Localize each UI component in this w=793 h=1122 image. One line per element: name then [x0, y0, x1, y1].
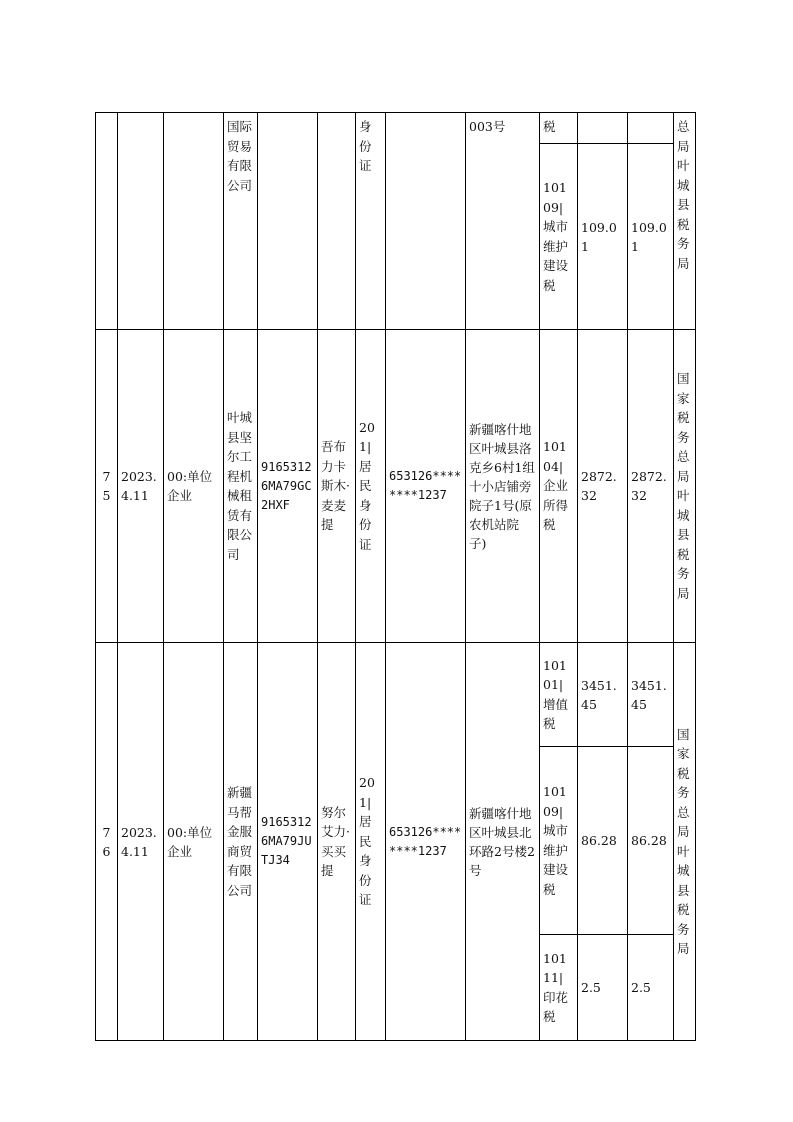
tax-item-cell: 10104|企业所得税: [540, 330, 578, 643]
id-number-cell: [386, 113, 466, 330]
company-cell: 新疆马帮金服商贸有限公司: [224, 643, 258, 1041]
company-cell: 叶城县坚尔工程机械租赁有限公司: [224, 330, 258, 643]
tax-item-cell: 10109|城市维护建设税: [540, 747, 578, 935]
seq-cell: 76: [96, 643, 118, 1041]
date-cell: 2023.4.11: [118, 643, 164, 1041]
credit-code-cell: 91653126MA79GC2HXF: [258, 330, 318, 643]
tax-item-cell: 10109|城市维护建设税: [540, 144, 578, 330]
date-cell: 2023.4.11: [118, 330, 164, 643]
paid-cell: 109.01: [628, 144, 674, 330]
id-type-cell: 201|居民身份证: [356, 643, 386, 1041]
company-cell: 国际贸易有限公司: [224, 113, 258, 330]
address-cell: 新疆喀什地区叶城县洛克乡6村1组十小店铺旁院子1号(原农机站院子): [466, 330, 540, 643]
amount-cell: 3451.45: [578, 643, 628, 747]
authority-cell: 总局叶城县税务局: [674, 113, 696, 330]
seq-cell: 75: [96, 330, 118, 643]
paid-cell: 2.5: [628, 935, 674, 1041]
type-cell: 00:单位企业: [164, 643, 224, 1041]
date-cell: [118, 113, 164, 330]
amount-cell: [578, 113, 628, 144]
amount-cell: 2.5: [578, 935, 628, 1041]
type-cell: 00:单位企业: [164, 330, 224, 643]
table-row: [96, 643, 696, 747]
paid-cell: 2872.32: [628, 330, 674, 643]
amount-cell: 86.28: [578, 747, 628, 935]
credit-code-cell: 91653126MA79JUTJ34: [258, 643, 318, 1041]
authority-cell: 国家税务总局叶城县税务局: [674, 643, 696, 1041]
paid-cell: 3451.45: [628, 643, 674, 747]
continuation-row: [96, 113, 696, 144]
tax-arrears-table: [95, 112, 696, 1041]
amount-cell: 109.01: [578, 144, 628, 330]
address-cell: 003号: [466, 113, 540, 330]
type-cell: [164, 113, 224, 330]
id-type-cell: 身份证: [356, 113, 386, 330]
credit-code-cell: [258, 113, 318, 330]
amount-cell: 2872.32: [578, 330, 628, 643]
id-type-cell: 201|居民身份证: [356, 330, 386, 643]
paid-cell: 86.28: [628, 747, 674, 935]
seq-cell: [96, 113, 118, 330]
id-number-cell: 653126********1237: [386, 330, 466, 643]
legal-rep-cell: 努尔艾力·买买提: [318, 643, 356, 1041]
tax-item-cell: 10111|印花税: [540, 935, 578, 1041]
authority-cell: 国家税务总局叶城县税务局: [674, 330, 696, 643]
address-cell: 新疆喀什地区叶城县北环路2号楼2号: [466, 643, 540, 1041]
paid-cell: [628, 113, 674, 144]
tax-item-cell: 10101|增值税: [540, 643, 578, 747]
tax-item-cell: 税: [540, 113, 578, 144]
id-number-cell: 653126********1237: [386, 643, 466, 1041]
legal-rep-cell: [318, 113, 356, 330]
table-row: [96, 330, 696, 643]
legal-rep-cell: 吾布力卡斯木·麦麦提: [318, 330, 356, 643]
